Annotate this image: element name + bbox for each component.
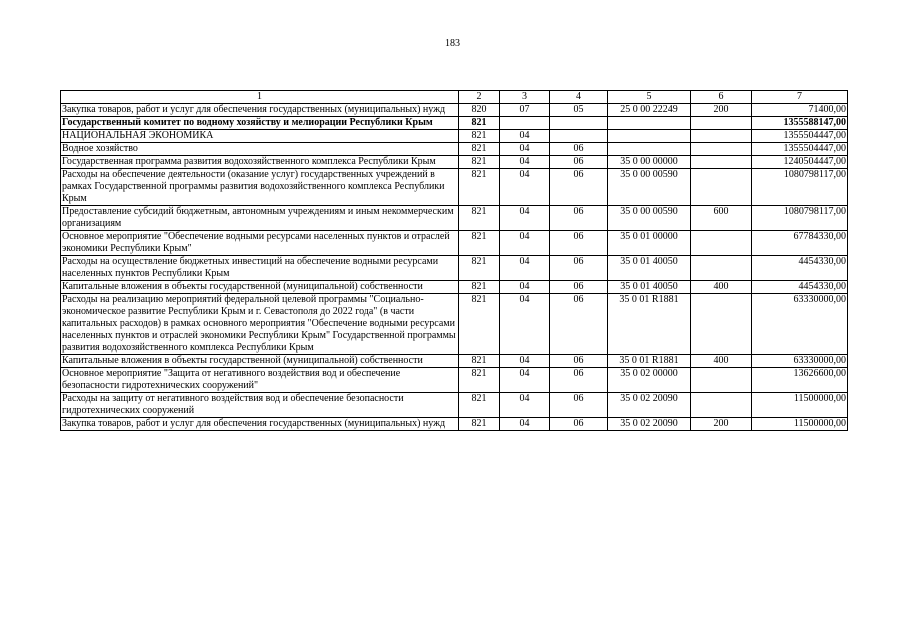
table-row <box>61 156 848 169</box>
cell-amount: 13626600,00 <box>752 368 848 393</box>
cell-subsection: 06 <box>550 256 608 281</box>
header-row <box>61 91 848 104</box>
cell-target-article: 35 0 01 00000 <box>608 231 691 256</box>
cell-amount: 1355588147,00 <box>752 117 848 130</box>
cell-expense-type <box>691 231 752 256</box>
cell-subsection: 06 <box>550 368 608 393</box>
table-body <box>61 104 848 431</box>
table-row <box>61 206 848 231</box>
cell-expense-type: 200 <box>691 418 752 431</box>
cell-description: Закупка товаров, работ и услуг для обеспечения государственных (муниципальных) нужд <box>61 104 459 117</box>
cell-section <box>500 117 550 130</box>
cell-subsection: 05 <box>550 104 608 117</box>
cell-section: 04 <box>500 206 550 231</box>
cell-expense-type <box>691 256 752 281</box>
column-header: 5 <box>608 91 691 104</box>
cell-description: Расходы на осуществление бюджетных инвестиций на обеспечение водными ресурсами населенных пунктов Республики Крым <box>61 256 459 281</box>
cell-target-article: 25 0 00 22249 <box>608 104 691 117</box>
column-header: 2 <box>459 91 500 104</box>
cell-target-article: 35 0 01 R1881 <box>608 355 691 368</box>
cell-target-article: 35 0 00 00590 <box>608 206 691 231</box>
cell-section: 04 <box>500 355 550 368</box>
cell-subsection: 06 <box>550 169 608 206</box>
cell-amount: 1080798117,00 <box>752 206 848 231</box>
cell-expense-type <box>691 393 752 418</box>
cell-subsection: 06 <box>550 231 608 256</box>
cell-ministry-code: 821 <box>459 281 500 294</box>
table-row <box>61 117 848 130</box>
cell-section: 04 <box>500 418 550 431</box>
cell-subsection: 06 <box>550 156 608 169</box>
cell-target-article: 35 0 00 00590 <box>608 169 691 206</box>
cell-description: Основное мероприятие "Защита от негативного воздействия вод и обеспечение безопасности гидротехнических сооружений" <box>61 368 459 393</box>
cell-ministry-code: 821 <box>459 117 500 130</box>
cell-subsection <box>550 130 608 143</box>
cell-amount: 4454330,00 <box>752 281 848 294</box>
cell-target-article: 35 0 01 40050 <box>608 256 691 281</box>
cell-amount: 11500000,00 <box>752 393 848 418</box>
cell-subsection: 06 <box>550 281 608 294</box>
cell-expense-type <box>691 130 752 143</box>
cell-ministry-code: 821 <box>459 156 500 169</box>
cell-description: НАЦИОНАЛЬНАЯ ЭКОНОМИКА <box>61 130 459 143</box>
table-row <box>61 256 848 281</box>
page-number: 183 <box>445 38 460 49</box>
cell-expense-type <box>691 156 752 169</box>
cell-description: Капитальные вложения в объекты государственной (муниципальной) собственности <box>61 281 459 294</box>
cell-ministry-code: 821 <box>459 418 500 431</box>
cell-description: Государственный комитет по водному хозяйству и мелиорации Республики Крым <box>61 117 459 130</box>
cell-expense-type <box>691 143 752 156</box>
cell-amount: 1080798117,00 <box>752 169 848 206</box>
cell-target-article: 35 0 01 R1881 <box>608 294 691 355</box>
cell-ministry-code: 820 <box>459 104 500 117</box>
cell-expense-type: 400 <box>691 281 752 294</box>
table-row <box>61 130 848 143</box>
table-row <box>61 294 848 355</box>
cell-ministry-code: 821 <box>459 393 500 418</box>
cell-section: 04 <box>500 368 550 393</box>
cell-expense-type <box>691 368 752 393</box>
budget-table <box>60 90 848 431</box>
cell-amount: 71400,00 <box>752 104 848 117</box>
cell-target-article <box>608 143 691 156</box>
column-header: 6 <box>691 91 752 104</box>
cell-description: Расходы на реализацию мероприятий федеральной целевой программы "Социально-экономическое развитие Республики Крым и г. Севастополя до 2022 года" (в части капитальных расходов) в рамках основного мероприятия "Обеспечение водными ресурсами населенных пунктов и отраслей экономики Республики Крым" Государственной программы развития водохозяйственного комплекса Республики Крым <box>61 294 459 355</box>
cell-target-article <box>608 130 691 143</box>
table-row <box>61 143 848 156</box>
table-row <box>61 355 848 368</box>
table-row <box>61 281 848 294</box>
cell-description: Закупка товаров, работ и услуг для обеспечения государственных (муниципальных) нужд <box>61 418 459 431</box>
column-header: 3 <box>500 91 550 104</box>
cell-ministry-code: 821 <box>459 143 500 156</box>
table-row <box>61 418 848 431</box>
cell-ministry-code: 821 <box>459 256 500 281</box>
cell-section: 04 <box>500 393 550 418</box>
cell-section: 04 <box>500 143 550 156</box>
cell-amount: 1355504447,00 <box>752 130 848 143</box>
cell-amount: 63330000,00 <box>752 294 848 355</box>
table-row <box>61 169 848 206</box>
cell-subsection: 06 <box>550 206 608 231</box>
cell-expense-type: 400 <box>691 355 752 368</box>
cell-description: Расходы на защиту от негативного воздействия вод и обеспечение безопасности гидротехнических сооружений <box>61 393 459 418</box>
cell-subsection: 06 <box>550 418 608 431</box>
cell-target-article: 35 0 01 40050 <box>608 281 691 294</box>
cell-section: 07 <box>500 104 550 117</box>
cell-amount: 11500000,00 <box>752 418 848 431</box>
cell-amount: 1355504447,00 <box>752 143 848 156</box>
cell-description: Расходы на обеспечение деятельности (оказание услуг) государственных учреждений в рамках Государственной программы развития водохозяйственного комплекса Республики Крым <box>61 169 459 206</box>
cell-amount: 4454330,00 <box>752 256 848 281</box>
cell-description: Предоставление субсидий бюджетным, автономным учреждениям и иным некоммерческим организациям <box>61 206 459 231</box>
cell-subsection <box>550 117 608 130</box>
cell-ministry-code: 821 <box>459 206 500 231</box>
cell-amount: 67784330,00 <box>752 231 848 256</box>
cell-section: 04 <box>500 294 550 355</box>
cell-description: Государственная программа развития водохозяйственного комплекса Республики Крым <box>61 156 459 169</box>
cell-section: 04 <box>500 281 550 294</box>
cell-subsection: 06 <box>550 294 608 355</box>
cell-target-article: 35 0 02 00000 <box>608 368 691 393</box>
cell-ministry-code: 821 <box>459 169 500 206</box>
column-header: 7 <box>752 91 848 104</box>
column-header: 4 <box>550 91 608 104</box>
cell-ministry-code: 821 <box>459 368 500 393</box>
cell-subsection: 06 <box>550 355 608 368</box>
cell-section: 04 <box>500 169 550 206</box>
cell-amount: 63330000,00 <box>752 355 848 368</box>
table-row <box>61 368 848 393</box>
cell-subsection: 06 <box>550 143 608 156</box>
cell-description: Водное хозяйство <box>61 143 459 156</box>
cell-ministry-code: 821 <box>459 294 500 355</box>
cell-section: 04 <box>500 231 550 256</box>
cell-expense-type: 200 <box>691 104 752 117</box>
cell-section: 04 <box>500 256 550 281</box>
cell-amount: 1240504447,00 <box>752 156 848 169</box>
cell-subsection: 06 <box>550 393 608 418</box>
table-row <box>61 231 848 256</box>
cell-target-article <box>608 117 691 130</box>
cell-expense-type: 600 <box>691 206 752 231</box>
cell-expense-type <box>691 294 752 355</box>
cell-ministry-code: 821 <box>459 355 500 368</box>
cell-ministry-code: 821 <box>459 231 500 256</box>
cell-section: 04 <box>500 156 550 169</box>
cell-description: Капитальные вложения в объекты государственной (муниципальной) собственности <box>61 355 459 368</box>
cell-expense-type <box>691 117 752 130</box>
cell-section: 04 <box>500 130 550 143</box>
table-row <box>61 393 848 418</box>
cell-expense-type <box>691 169 752 206</box>
column-header: 1 <box>61 91 459 104</box>
table-row <box>61 104 848 117</box>
cell-description: Основное мероприятие "Обеспечение водными ресурсами населенных пунктов и отраслей экономики Республики Крым" <box>61 231 459 256</box>
cell-ministry-code: 821 <box>459 130 500 143</box>
cell-target-article: 35 0 00 00000 <box>608 156 691 169</box>
cell-target-article: 35 0 02 20090 <box>608 393 691 418</box>
cell-target-article: 35 0 02 20090 <box>608 418 691 431</box>
